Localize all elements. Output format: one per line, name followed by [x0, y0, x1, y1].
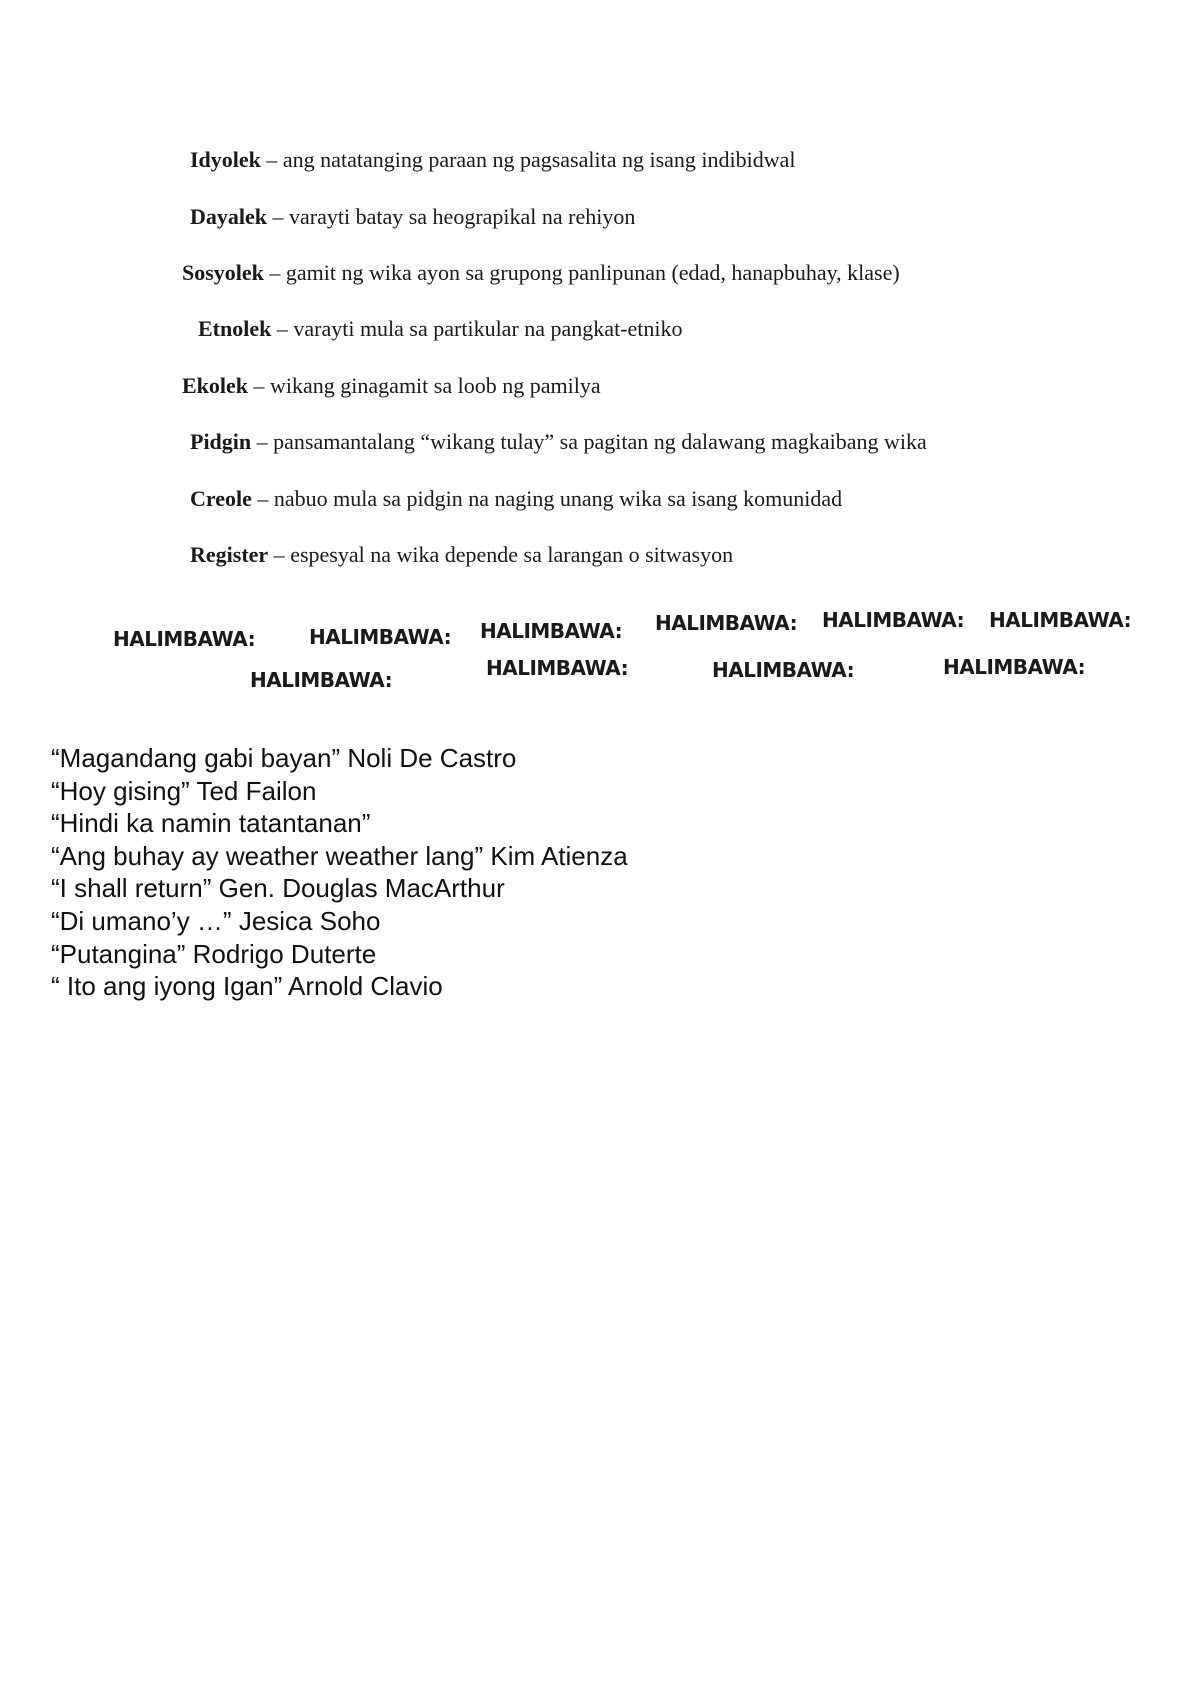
term-pidgin [190, 429, 927, 455]
halimbawa-label-3: HALIMBAWA: [480, 619, 623, 643]
term-definition: – varayti mula sa partikular na pangkat-etniko [271, 316, 683, 341]
term-ekolek [182, 373, 601, 399]
quote-item: “Di umano’y …” Jesica Soho [51, 905, 381, 936]
term-sosyolek [182, 260, 900, 286]
halimbawa-label-1: HALIMBAWA: [113, 627, 256, 651]
term-definition: – varayti batay sa heograpikal na rehiyon [267, 204, 636, 229]
quote-item: “ Ito ang iyong Igan” Arnold Clavio [51, 971, 443, 1002]
halimbawa-label-2: HALIMBAWA: [309, 625, 452, 649]
quote-item: “Hoy gising” Ted Failon [51, 775, 317, 806]
halimbawa-label-4: HALIMBAWA: [655, 611, 798, 635]
term-dayalek [190, 204, 635, 230]
term-name: Sosyolek [182, 260, 264, 285]
term-name: Register [190, 542, 269, 567]
quote-item: “Hindi ka namin tatantanan” [51, 808, 371, 839]
term-name: Ekolek [182, 373, 249, 398]
term-definition: – ang natatanging paraan ng pagsasalita ng isang indibidwal [260, 147, 796, 172]
quotes-list [51, 742, 628, 1003]
term-name: Dayalek [190, 204, 267, 229]
term-creole [190, 486, 842, 512]
term-name: Idyolek [190, 147, 261, 172]
quote-item: “Magandang gabi bayan” Noli De Castro [51, 743, 517, 773]
term-definition: – pansamantalang “wikang tulay” sa pagitan ng dalawang magkaibang wika [251, 429, 927, 454]
term-name: Creole [190, 486, 252, 511]
term-register [190, 542, 733, 568]
quote-item: “Ang buhay ay weather weather lang” Kim Atienza [51, 840, 628, 871]
halimbawa-label-8: HALIMBAWA: [486, 656, 629, 680]
term-definition: – espesyal na wika depende sa larangan o sitwasyon [268, 542, 734, 567]
quote-item: “Putangina” Rodrigo Duterte [51, 938, 377, 969]
halimbawa-label-5: HALIMBAWA: [822, 608, 965, 632]
term-etnolek [198, 316, 683, 342]
term-definition: – wikang ginagamit sa loob ng pamilya [248, 373, 601, 398]
halimbawa-label-9: HALIMBAWA: [712, 658, 855, 682]
term-definition: – gamit ng wika ayon sa grupong panlipunan (edad, hanapbuhay, klase) [263, 260, 900, 285]
term-definition: – nabuo mula sa pidgin na naging unang wika sa isang komunidad [251, 486, 843, 511]
halimbawa-label-6: HALIMBAWA: [989, 608, 1132, 632]
quote-item: “I shall return” Gen. Douglas MacArthur [51, 873, 505, 904]
term-name: Pidgin [190, 429, 252, 454]
term-name: Etnolek [198, 316, 272, 341]
halimbawa-label-7: HALIMBAWA: [250, 668, 393, 692]
term-idyolek [190, 147, 796, 173]
halimbawa-label-10: HALIMBAWA: [943, 655, 1086, 679]
